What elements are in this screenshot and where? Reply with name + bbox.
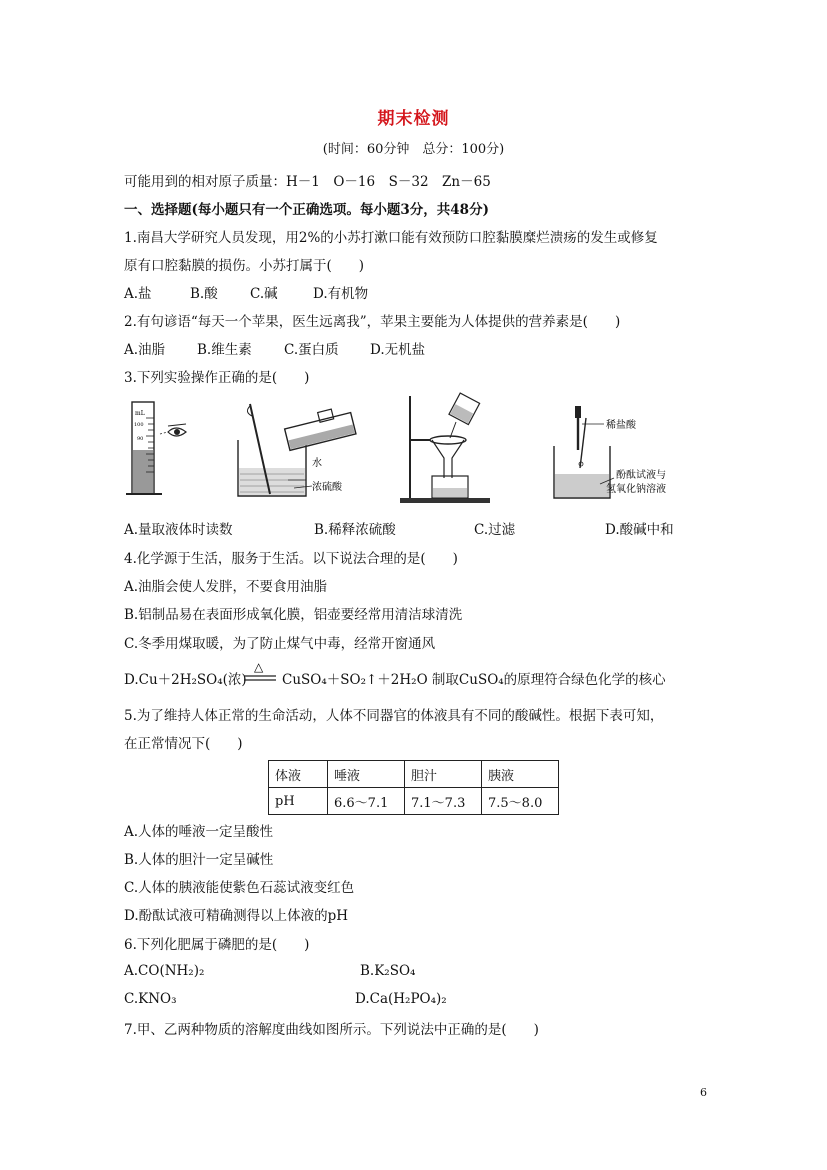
atomic-masses: 可能用到的相对原子质量：H－1 O－16 S－32 Zn－65 bbox=[124, 174, 491, 190]
q2-option-d: D.无机盐 bbox=[370, 342, 426, 358]
q5-option-d: D.酚酞试液可精确测得以上体液的pH bbox=[124, 908, 349, 924]
heating-equals-sign bbox=[242, 660, 278, 688]
q4-option-a: A.油脂会使人发胖，不要食用油脂 bbox=[124, 579, 328, 595]
table-row bbox=[269, 761, 559, 788]
table-cell: 6.6～7.1 bbox=[328, 788, 405, 815]
section-heading: 一、选择题(每小题只有一个正确选项。每小题3分，共48分) bbox=[124, 202, 489, 218]
q4-option-d-right: CuSO₄＋SO₂↑＋2H₂O 制取CuSO₄的原理符合绿色化学的核心 bbox=[282, 672, 666, 688]
table-cell: pH bbox=[269, 788, 328, 815]
q4-option-c: C.冬季用煤取暖，为了防止煤气中毒，经常开窗通风 bbox=[124, 636, 436, 652]
q6-option-a: A.CO(NH₂)₂ bbox=[124, 963, 205, 979]
q2-stem: 2.有句谚语“每天一个苹果，医生远离我”，苹果主要能为人体提供的营养素是( ) bbox=[124, 314, 621, 330]
figure-graduated-cylinder bbox=[124, 398, 204, 502]
label-conc-acid: 浓硫酸 bbox=[312, 482, 342, 493]
q5-option-c: C.人体的胰液能使紫色石蕊试液变红色 bbox=[124, 880, 355, 896]
q3-option-a: A.量取液体时读数 bbox=[124, 522, 233, 538]
ph-table bbox=[268, 760, 559, 815]
figure-dilute-acid bbox=[230, 398, 370, 502]
q3-option-d: D.酸碱中和 bbox=[605, 522, 674, 538]
table-cell: 胆汁 bbox=[405, 761, 482, 788]
page-number: 6 bbox=[700, 1086, 707, 1099]
cylinder-tick-100: 100 bbox=[134, 422, 144, 428]
exam-time-score: (时间：60分钟 总分：100分) bbox=[322, 142, 505, 157]
label-indicator-line1: 酚酞试液与 bbox=[616, 470, 666, 481]
figure-neutralisation bbox=[548, 400, 708, 504]
q2-option-c: C.蛋白质 bbox=[284, 342, 339, 358]
figure-filtration bbox=[396, 392, 496, 506]
q4-stem: 4.化学源于生活，服务于生活。以下说法合理的是( ) bbox=[124, 551, 458, 567]
q6-stem: 6.下列化肥属于磷肥的是( ) bbox=[124, 937, 310, 953]
q1-option-d: D.有机物 bbox=[313, 286, 369, 302]
q2-option-b: B.维生素 bbox=[197, 342, 252, 358]
q4-option-d-left: D.Cu＋2H₂SO₄(浓) bbox=[124, 672, 247, 688]
cylinder-unit-label: mL bbox=[135, 410, 145, 417]
q4-option-b: B.铝制品易在表面形成氧化膜，铝壶要经常用清洁球清洗 bbox=[124, 607, 463, 623]
q1-option-c: C.碱 bbox=[250, 286, 278, 302]
table-cell: 唾液 bbox=[328, 761, 405, 788]
table-row bbox=[269, 788, 559, 815]
q3-stem: 3.下列实验操作正确的是( ) bbox=[124, 370, 310, 386]
page-title: 期末检测 bbox=[377, 109, 450, 129]
q2-option-a: A.油脂 bbox=[124, 342, 166, 358]
label-dilute-hcl: 稀盐酸 bbox=[606, 420, 636, 431]
table-cell: 7.5～8.0 bbox=[482, 788, 559, 815]
heating-symbol: △ bbox=[254, 660, 264, 674]
table-cell: 胰液 bbox=[482, 761, 559, 788]
q1-option-a: A.盐 bbox=[124, 286, 152, 302]
table-cell: 体液 bbox=[269, 761, 328, 788]
q1-stem-line1: 1.南昌大学研究人员发现，用2%的小苏打漱口能有效预防口腔黏膜糜烂溃疡的发生或修复 bbox=[124, 230, 658, 246]
q3-option-c: C.过滤 bbox=[474, 522, 516, 538]
q3-option-b: B.稀释浓硫酸 bbox=[314, 522, 396, 538]
q6-option-c: C.KNO₃ bbox=[124, 991, 177, 1007]
label-indicator-line2: 氢氧化钠溶液 bbox=[606, 484, 666, 495]
q5-option-b: B.人体的胆汁一定呈碱性 bbox=[124, 852, 274, 868]
cylinder-tick-90: 90 bbox=[137, 436, 144, 442]
q7-stem: 7.甲、乙两种物质的溶解度曲线如图所示。下列说法中正确的是( ) bbox=[124, 1022, 539, 1038]
q1-option-b: B.酸 bbox=[190, 286, 218, 302]
q6-option-d: D.Ca(H₂PO₄)₂ bbox=[355, 991, 447, 1007]
label-water: 水 bbox=[312, 458, 322, 469]
q5-option-a: A.人体的唾液一定呈酸性 bbox=[124, 824, 274, 840]
table-cell: 7.1～7.3 bbox=[405, 788, 482, 815]
q1-stem-line2: 原有口腔黏膜的损伤。小苏打属于( ) bbox=[124, 258, 365, 274]
q5-stem-line1: 5.为了维持人体正常的生命活动，人体不同器官的体液具有不同的酸碱性。根据下表可知， bbox=[124, 708, 664, 724]
q5-stem-line2: 在正常情况下( ) bbox=[124, 736, 243, 752]
q6-option-b: B.K₂SO₄ bbox=[360, 963, 416, 979]
